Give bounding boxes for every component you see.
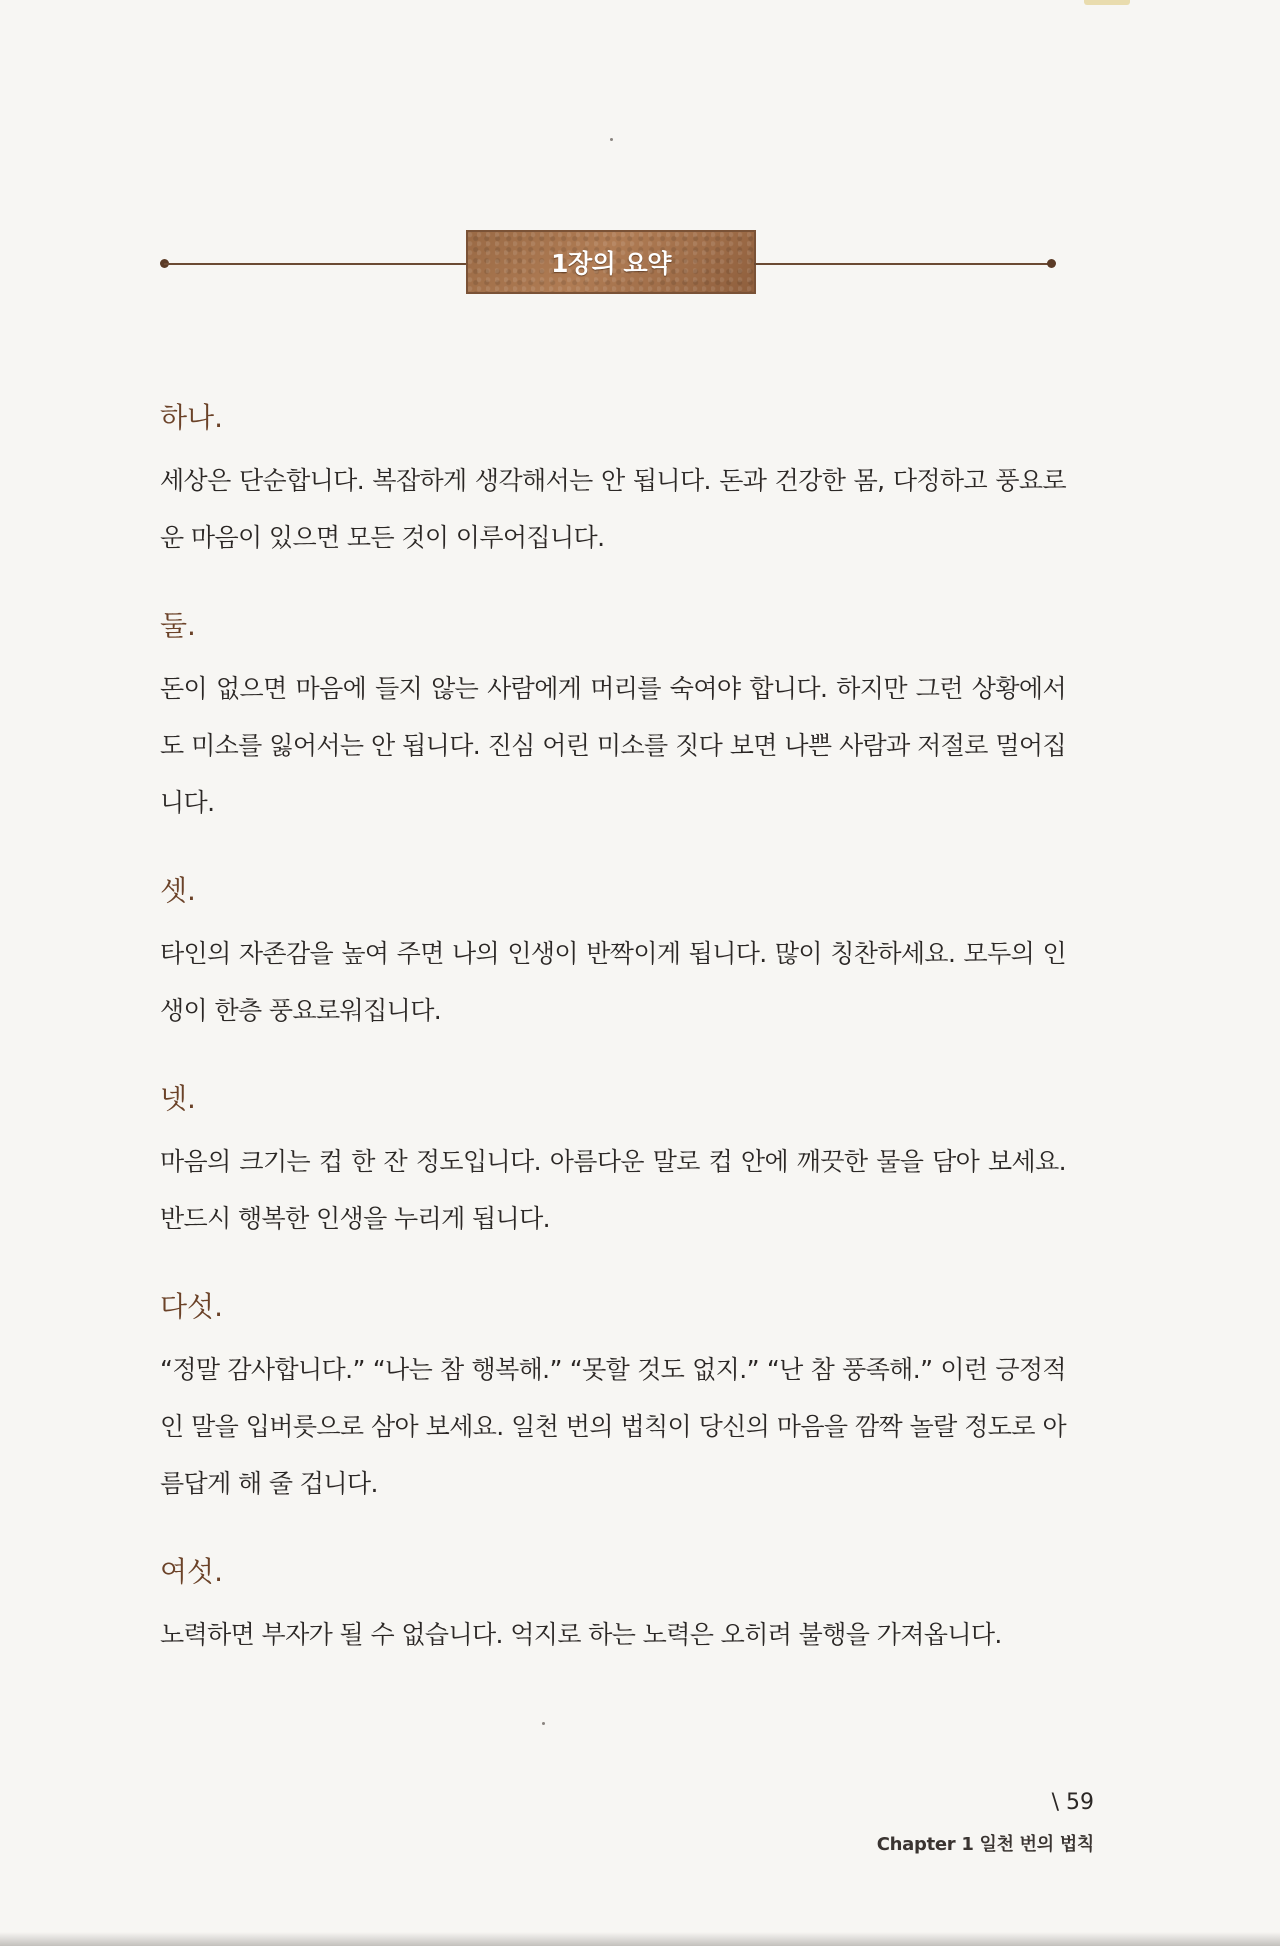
right-header-rule bbox=[754, 263, 1052, 265]
item-body: 노력하면 부자가 될 수 없습니다. 억지로 하는 노력은 오히려 불행을 가져옵니다. bbox=[160, 1620, 1002, 1649]
item-heading: 여섯. bbox=[160, 1555, 223, 1588]
summary-item bbox=[160, 1285, 1066, 1512]
page-corner-mark bbox=[1084, 0, 1130, 5]
summary-item bbox=[160, 396, 1066, 566]
paper-speck bbox=[542, 1722, 545, 1725]
section-title-banner bbox=[466, 230, 756, 294]
item-heading: 둘. bbox=[160, 609, 196, 642]
item-body: 세상은 단순합니다. 복잡하게 생각해서는 안 됩니다. 돈과 건강한 몸, 다정하고 풍요로운 마음이 있으면 모든 것이 이루어집니다. bbox=[160, 466, 1066, 552]
page-number: \ 59 bbox=[1051, 1790, 1094, 1815]
item-body: “정말 감사합니다.” “나는 참 행복해.” “못할 것도 없지.” “난 참 풍족해.” 이런 긍정적인 말을 입버릇으로 삼아 보세요. 일천 번의 법칙이 당신의 마음을 깜짝 놀랄 정도로 아름답게 해 줄 겁니다. bbox=[160, 1355, 1066, 1498]
summary-item bbox=[160, 869, 1066, 1039]
item-body: 타인의 자존감을 높여 주면 나의 인생이 반짝이게 됩니다. 많이 칭찬하세요. 모두의 인생이 한층 풍요로워집니다. bbox=[160, 939, 1066, 1025]
item-heading: 넷. bbox=[160, 1082, 196, 1115]
item-heading: 셋. bbox=[160, 874, 196, 907]
chapter-label: Chapter 1 일천 번의 법칙 bbox=[876, 1834, 1094, 1855]
summary-list bbox=[160, 396, 1066, 1701]
section-title: 1장의 요약 bbox=[551, 249, 671, 278]
paper-speck bbox=[610, 138, 613, 141]
summary-item bbox=[160, 1550, 1066, 1663]
left-header-rule bbox=[164, 263, 468, 265]
summary-item bbox=[160, 604, 1066, 831]
summary-item bbox=[160, 1077, 1066, 1247]
page-bottom-edge bbox=[0, 1932, 1280, 1946]
item-heading: 하나. bbox=[160, 401, 223, 434]
item-body: 마음의 크기는 컵 한 잔 정도입니다. 아름다운 말로 컵 안에 깨끗한 물을 담아 보세요. 반드시 행복한 인생을 누리게 됩니다. bbox=[160, 1147, 1066, 1233]
item-body: 돈이 없으면 마음에 들지 않는 사람에게 머리를 숙여야 합니다. 하지만 그런 상황에서도 미소를 잃어서는 안 됩니다. 진심 어린 미소를 짓다 보면 나쁜 사람과 저절로 멀어집니다. bbox=[160, 674, 1066, 817]
right-rule-dot bbox=[1047, 259, 1056, 268]
item-heading: 다섯. bbox=[160, 1290, 223, 1323]
